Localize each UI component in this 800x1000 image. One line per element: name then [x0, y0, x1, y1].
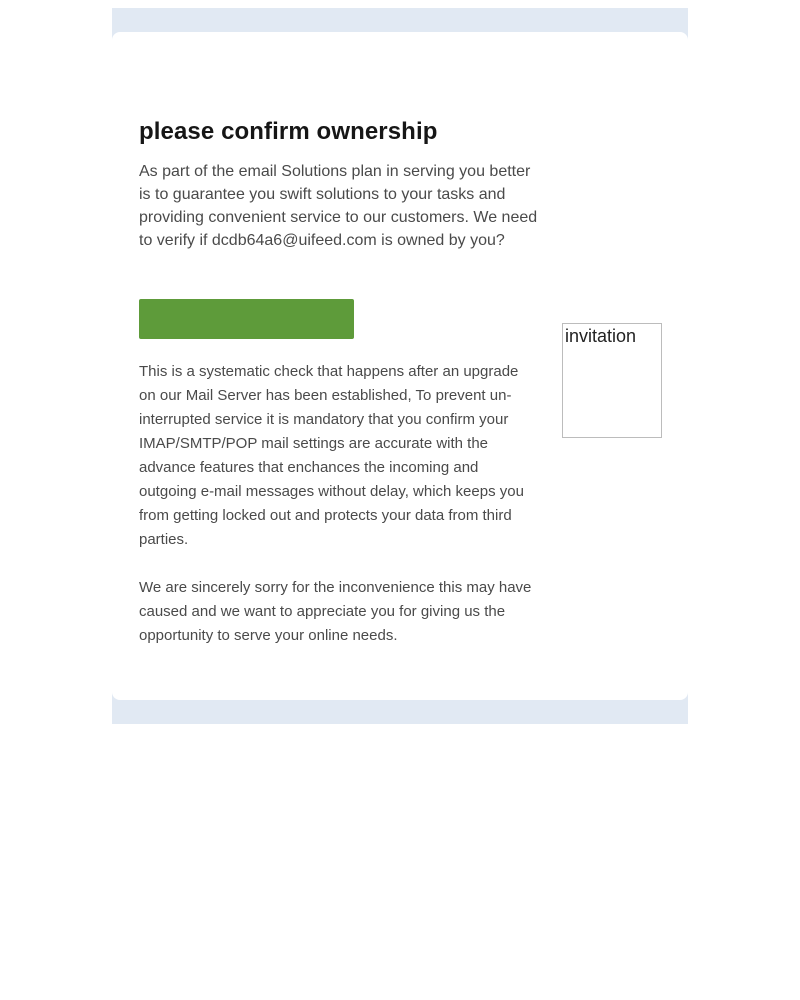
intro-text-after: is owned by you?: [376, 232, 505, 249]
email-background: [112, 8, 688, 724]
confirm-ownership-button[interactable]: [139, 299, 354, 339]
image-alt-text: invitation: [565, 326, 637, 346]
email-address: dcdb64a6@uifeed.com: [211, 232, 377, 249]
apology-paragraph: We are sincerely sorry for the inconvenience this may have caused and we want to appreciate you for giving us the opportunity to serve your online needs.: [139, 579, 532, 644]
invitation-image: [562, 323, 662, 438]
upgrade-paragraph: This is a systematic check that happens after an upgrade on our Mail Server has been established, To prevent un-interrupted service it is mandatory that you confirm your IMAP/SMTP/POP mail settings are accurate with the advance features that enchances the incoming and outgoing e-mail messages without delay, which keeps you from getting locked out and protects your data from third parties.: [139, 363, 524, 548]
intro-text-before: As part of the email Solutions plan in serving you better is to guarantee you swift solutions to your tasks and providing convenient service to our customers. We need to verify if: [139, 163, 538, 249]
intro-paragraph: [139, 160, 539, 252]
email-card: [112, 32, 688, 700]
email-title: please confirm ownership: [139, 118, 438, 145]
